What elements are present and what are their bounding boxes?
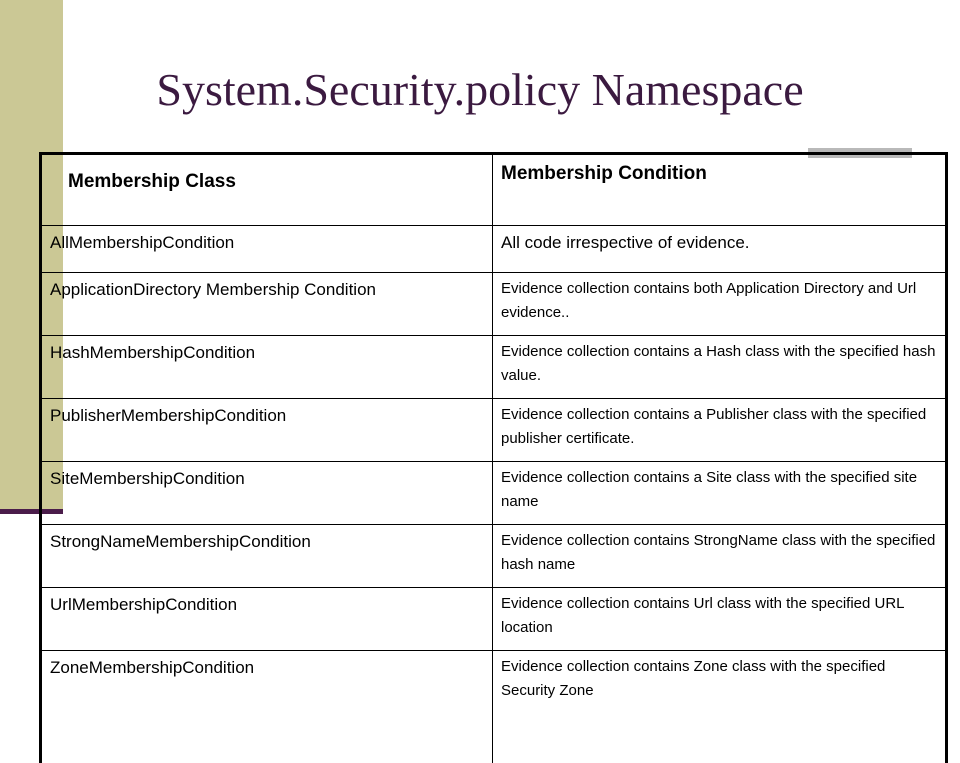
condition-cell: Evidence collection contains a Publisher class with the specified publisher certificate.: [493, 399, 947, 462]
header-membership-condition: Membership Condition: [493, 154, 947, 226]
condition-cell: Evidence collection contains Zone class with the specified Security Zone: [493, 651, 947, 763]
table-row: [41, 525, 947, 588]
table-row: [41, 462, 947, 525]
class-cell: ZoneMembershipCondition: [41, 651, 493, 763]
class-cell: UrlMembershipCondition: [41, 588, 493, 651]
table-row: [41, 651, 947, 763]
condition-cell: Evidence collection contains both Application Directory and Url evidence..: [493, 273, 947, 336]
class-cell: PublisherMembershipCondition: [41, 399, 493, 462]
slide-title: System.Security.policy Namespace: [0, 62, 960, 118]
table-row: [41, 226, 947, 273]
class-cell: SiteMembershipCondition: [41, 462, 493, 525]
class-cell: StrongNameMembershipCondition: [41, 525, 493, 588]
condition-cell: Evidence collection contains StrongName class with the specified hash name: [493, 525, 947, 588]
condition-cell: Evidence collection contains a Site class with the specified site name: [493, 462, 947, 525]
class-cell: AllMembershipCondition: [41, 226, 493, 273]
table-header-row: [41, 154, 947, 226]
condition-cell: All code irrespective of evidence.: [493, 226, 947, 273]
table-row: [41, 336, 947, 399]
table-row: [41, 273, 947, 336]
table-row: [41, 588, 947, 651]
condition-cell: Evidence collection contains a Hash class with the specified hash value.: [493, 336, 947, 399]
header-membership-class: Membership Class: [41, 154, 493, 226]
class-cell: ApplicationDirectory Membership Condition: [41, 273, 493, 336]
table-row: [41, 399, 947, 462]
membership-table: [39, 152, 948, 763]
class-cell: HashMembershipCondition: [41, 336, 493, 399]
condition-cell: Evidence collection contains Url class with the specified URL location: [493, 588, 947, 651]
